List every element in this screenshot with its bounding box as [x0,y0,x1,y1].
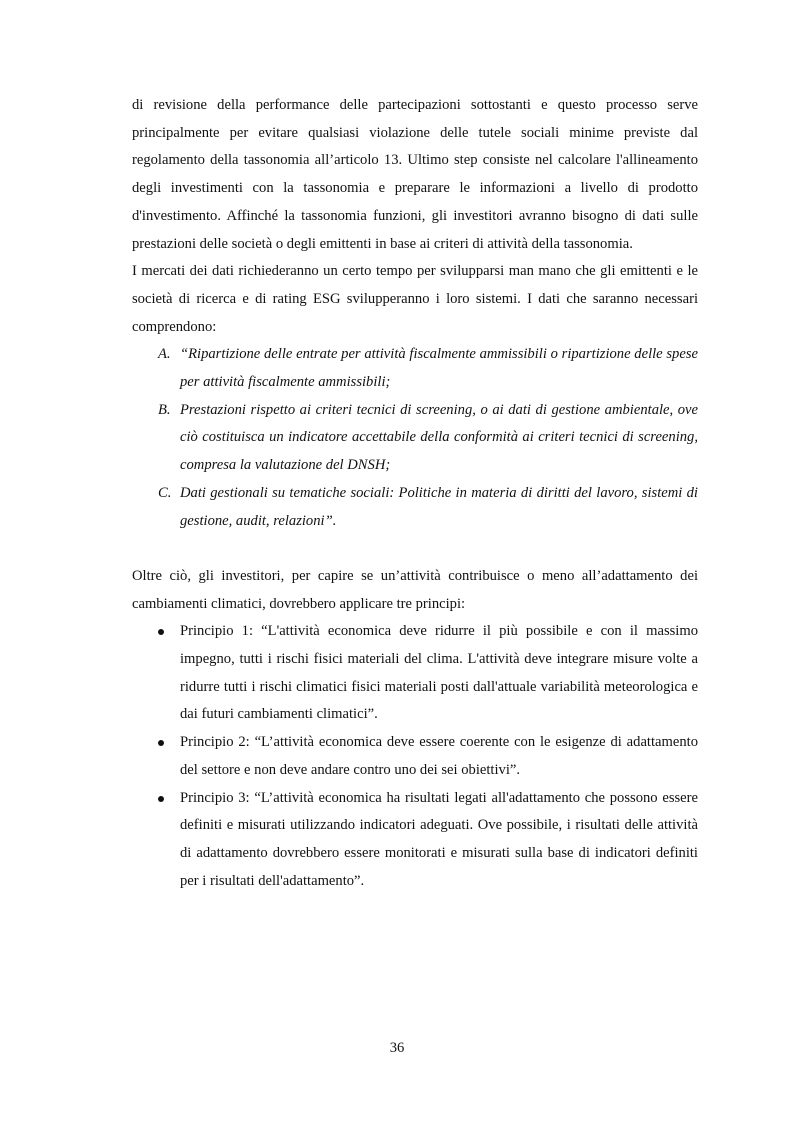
paragraph-adaptation-principles: Oltre ciò, gli investitori, per capire se un’attività contribuisce o meno all’adattamento dei cambiamenti climatici, dovrebbero applicare tre principi: [132,567,698,612]
list-item-text: Prestazioni rispetto ai criteri tecnici di screening, o ai dati di gestione ambientale, ove ciò costituisca un indicatore accettabile della conformità ai criteri tecnici di screening, compresa la valutazione del DNSH; [180,401,698,474]
lettered-list [132,341,698,535]
list-item-text: Principio 1: “L'attività economica deve ridurre il più possibile e con il massimo impegno, tutti i rischi fisici materiali del clima. L'attività deve integrare misure volte a ridurre tutti i rischi climatici fisici materiali posti dall'attuale variabilità meteorologica e dai futuri cambiamenti climatici”. [180,623,698,723]
list-item-text: Dati gestionali su tematiche sociali: Politiche in materia di diritti del lavoro, sistemi di gestione, audit, relazioni”. [180,484,698,529]
bullet-icon [158,796,164,802]
list-item [132,785,698,896]
list-item [132,729,698,784]
list-item [132,618,698,729]
list-marker: C. [158,484,172,501]
list-item-text: Principio 2: “L’attività economica deve essere coerente con le esigenze di adattamento del settore e non deve andare contro uno dei sei obiettivi”. [180,734,698,778]
list-marker: A. [158,346,171,363]
list-item [132,480,698,535]
list-item-text: “Ripartizione delle entrate per attività fiscalmente ammissibili o ripartizione delle spese per attività fiscalmente ammissibili; [180,346,698,391]
paragraph-taxonomy-review: di revisione della performance delle partecipazioni sottostanti e questo processo serve principalmente per evitare qualsiasi violazione delle tutele sociali minime previste dal regolamento della tassonomia all’articolo 13. Ultimo step consiste nel calcolare l'allineamento degli investimenti con la tassonomia e preparare le informazioni a livello di prodotto d'investimento. Affinché la tassonomia funzioni, gli investitori avranno bisogno di dati sulle prestazioni delle società o degli emittenti in base ai criteri di attività della tassonomia. [132,97,698,252]
list-item [132,397,698,480]
list-item-text: Principio 3: “L’attività economica ha risultati legati all'adattamento che possono essere definiti e misurati utilizzando indicatori adeguati. Ove possibile, i risultati delle attività di adattamento dovrebbero essere monitorati e misurati sulla base di indicatori definiti per i risultati dell'adattamento”. [180,789,698,889]
bullet-list [132,618,698,895]
list-item [132,341,698,396]
bullet-icon [158,740,164,746]
page-number: 36 [389,1040,405,1056]
list-marker: B. [158,401,171,418]
bullet-icon [158,629,164,635]
paragraph-data-markets: I mercati dei dati richiederanno un certo tempo per svilupparsi man mano che gli emittenti e le società di ricerca e di rating ESG svilupperanno i loro sistemi. I dati che saranno necessari comprendono: [132,263,698,335]
page-body [132,92,698,895]
paragraph-spacer [132,535,698,563]
